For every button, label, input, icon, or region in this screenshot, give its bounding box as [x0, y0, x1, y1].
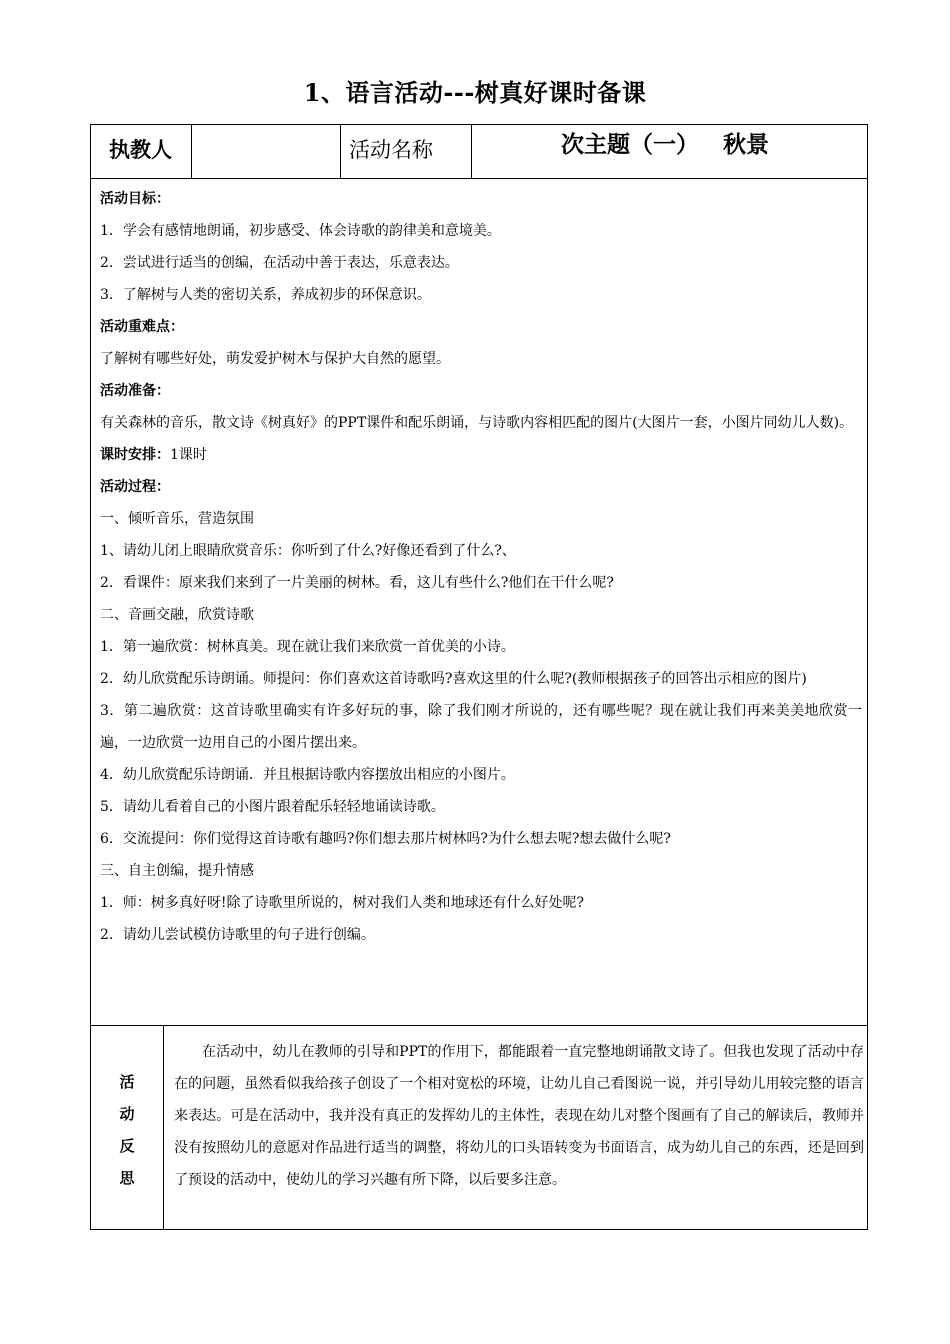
preparation-heading: 活动准备： — [100, 383, 170, 399]
process-step: 5．请幼儿看着自己的小图片跟着配乐轻轻地诵读诗歌。 — [100, 799, 445, 815]
goal-item: 3．了解树与人类的密切关系，养成初步的环保意识。 — [100, 287, 431, 303]
process-step: 4．幼儿欣赏配乐诗朗诵．并且根据诗歌内容摆放出相应的小图片。 — [100, 767, 515, 783]
reflection-text: 在活动中，幼儿在教师的引导和PPT的作用下，都能跟着一直完整地朗诵散文诗了。但我也发现了活动中存在的问题，虽然看似我给孩子创设了一个相对宽松的环境，让幼儿自己看图说一说，并引导幼儿用较完整的语言来表达。可是在活动中，我并没有真正的发挥幼儿的主体性，表现在幼儿对整个图画有了自己的解读后，教师并没有按照幼儿的意愿对作品进行适当的调整，将幼儿的口头语转变为书面语言，成为幼儿自己的东西，还是回到了预设的活动中，使幼儿的学习兴趣有所下降，以后要多注意。 — [174, 1044, 864, 1188]
goal-item: 2．尝试进行适当的创编，在活动中善于表达，乐意表达。 — [100, 255, 459, 271]
process-heading: 活动过程： — [100, 479, 170, 495]
process-step: 二、音画交融，欣赏诗歌 — [100, 607, 254, 623]
process-step: 1．第一遍欣赏：树林真美。现在就让我们来欣赏一首优美的小诗。 — [100, 639, 515, 655]
process-step: 2．幼儿欣赏配乐诗朗诵。师提问：你们喜欢这首诗歌吗?喜欢这里的什么呢?(教师根据孩子的回答出示相应的图片) — [100, 671, 807, 687]
schedule-label: 课时安排： — [100, 447, 170, 463]
process-step: 2．看课件：原来我们来到了一片美丽的树林。看，这儿有些什么?他们在干什么呢? — [100, 575, 614, 591]
document-title: 1、语言活动---树真好课时备课 — [303, 78, 647, 107]
cell-divider — [471, 125, 472, 178]
teacher-label: 执教人 — [109, 137, 172, 162]
key-points-text: 了解树有哪些好处，萌发爱护树木与保护大自然的愿望。 — [100, 351, 450, 367]
row-divider — [91, 1025, 867, 1026]
activity-name-label: 活动名称 — [349, 138, 433, 162]
process-step: 三、自主创编，提升情感 — [100, 863, 254, 879]
preparation-text: 有关森林的音乐，散文诗《树真好》的PPT课件和配乐朗诵，与诗歌内容相匹配的图片(大图片一套，小图片同幼儿人数)。 — [100, 415, 854, 431]
process-step: 1．师：树多真好呀!除了诗歌里所说的，树对我们人类和地球还有什么好处呢? — [100, 895, 585, 911]
row-divider — [91, 178, 867, 179]
lesson-content — [100, 183, 862, 951]
process-step: 2．请幼儿尝试模仿诗歌里的句子进行创编。 — [100, 927, 375, 943]
activity-name-value: 次主题（一） 秋景 — [561, 131, 770, 158]
cell-divider — [340, 125, 341, 178]
cell-divider — [191, 125, 192, 178]
process-step: 6．交流提问：你们觉得这首诗歌有趣吗?你们想去那片树林吗?为什么想去呢?想去做什么呢? — [100, 831, 671, 847]
goal-item: 1．学会有感情地朗诵，初步感受、体会诗歌的韵律美和意境美。 — [100, 223, 501, 239]
schedule-value: 1课时 — [170, 447, 207, 463]
schedule-row — [100, 439, 862, 471]
reflection-label: 活动反思 — [119, 1073, 135, 1187]
process-step: 一、倾听音乐，营造氛围 — [100, 511, 254, 527]
process-step: 3．第二遍欣赏：这首诗歌里确实有许多好玩的事，除了我们刚才所说的，还有哪些呢？现在就让我们再来美美地欣赏一遍，一边欣赏一边用自己的小图片摆出来。 — [100, 703, 862, 751]
cell-divider — [163, 1025, 164, 1230]
goals-heading: 活动目标： — [100, 191, 170, 207]
process-step: 1、请幼儿闭上眼睛欣赏音乐：你听到了什么?好像还看到了什么?、 — [100, 543, 516, 559]
lesson-plan-table — [90, 124, 868, 1230]
key-points-heading: 活动重难点： — [100, 319, 184, 335]
